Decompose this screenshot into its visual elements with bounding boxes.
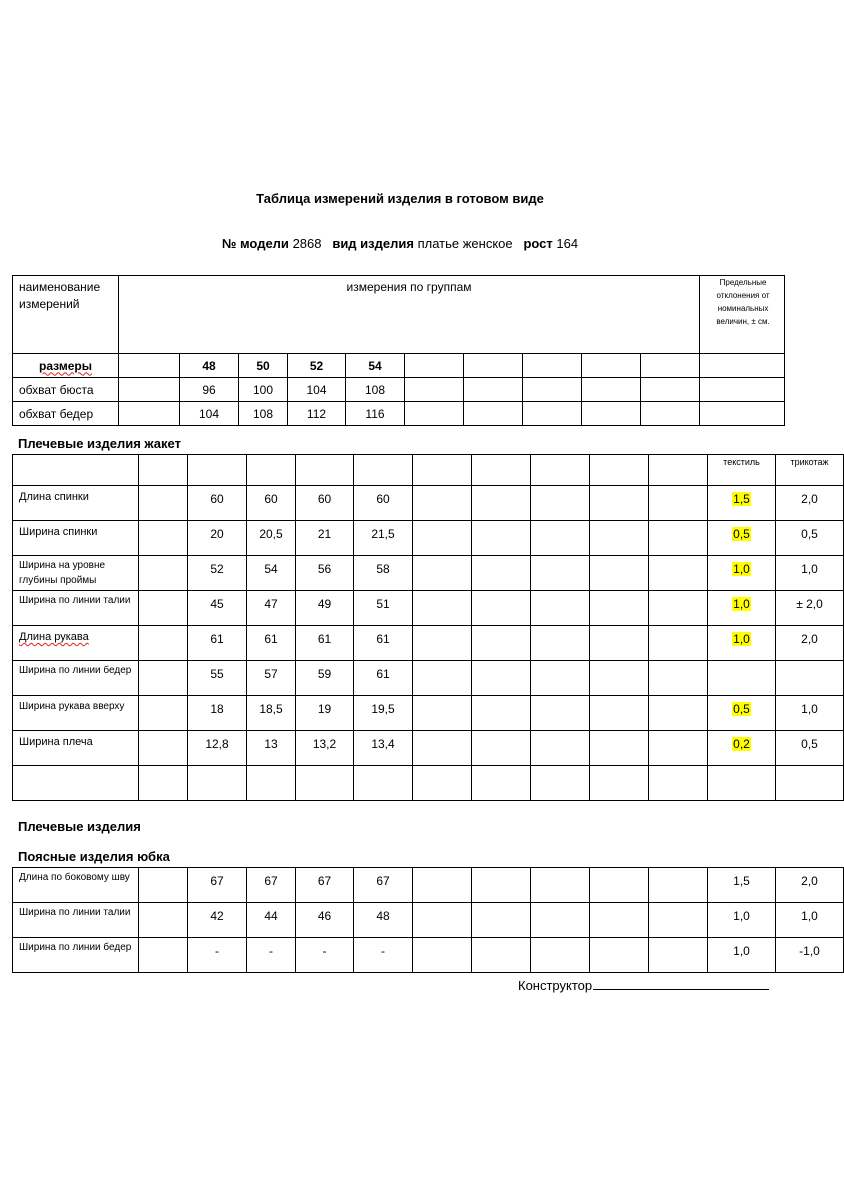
value-cell: 13	[247, 731, 296, 766]
value-cell: 60	[296, 486, 354, 521]
size-cell: 54	[346, 354, 405, 378]
textile-cell: 1,5	[708, 868, 776, 903]
textile-cell	[708, 731, 776, 766]
table-row	[13, 731, 844, 766]
table-row	[13, 868, 844, 903]
knit-cell: 1,0	[776, 903, 844, 938]
value-cell: 48	[354, 903, 413, 938]
table-row	[13, 903, 844, 938]
value-cell: 55	[188, 661, 247, 696]
row-label: обхват бедер	[13, 402, 119, 426]
value-cell: -	[354, 938, 413, 973]
value-cell: -	[188, 938, 247, 973]
row-label	[13, 626, 139, 661]
table-row	[13, 696, 844, 731]
value-cell: 112	[288, 402, 346, 426]
row-label-text: Длина рукава	[19, 631, 89, 643]
textile-cell	[708, 696, 776, 731]
value-cell: 67	[354, 868, 413, 903]
value-cell: 49	[296, 591, 354, 626]
row-label: Ширина по линии талии	[13, 903, 139, 938]
value-cell: 57	[247, 661, 296, 696]
row-label: Ширина по линии талии	[13, 591, 139, 626]
table-row	[13, 591, 844, 626]
row-label: Длина по боковому шву	[13, 868, 139, 903]
value-cell: 20	[188, 521, 247, 556]
knit-cell: 2,0	[776, 626, 844, 661]
value-cell: -	[247, 938, 296, 973]
table-row	[13, 938, 844, 973]
model-number-value: 2868	[292, 236, 322, 251]
value-cell: 19,5	[354, 696, 413, 731]
value-cell: 21,5	[354, 521, 413, 556]
value-cell: 12,8	[188, 731, 247, 766]
row-label: Ширина спинки	[13, 521, 139, 556]
value-cell: 60	[247, 486, 296, 521]
table-row	[13, 661, 844, 696]
textile-cell	[708, 591, 776, 626]
value-cell: 61	[354, 661, 413, 696]
document-title: Таблица измерений изделия в готовом виде	[256, 191, 544, 206]
sizes-label-text: размеры	[39, 358, 92, 373]
row-label: Ширина плеча	[13, 731, 139, 766]
value-cell: 100	[239, 378, 288, 402]
jacket-table	[12, 454, 844, 801]
value-cell: 59	[296, 661, 354, 696]
value-cell: 108	[346, 378, 405, 402]
textile-cell	[708, 521, 776, 556]
value-cell: 52	[188, 556, 247, 591]
value-cell: 96	[180, 378, 239, 402]
value-cell: 45	[188, 591, 247, 626]
value-cell: 54	[247, 556, 296, 591]
signature-label: Конструктор	[518, 978, 593, 993]
table-row	[13, 378, 785, 402]
textile-cell	[708, 661, 776, 696]
knit-cell: 1,0	[776, 696, 844, 731]
value-cell: 104	[288, 378, 346, 402]
value-cell: -	[296, 938, 354, 973]
value-cell: 61	[188, 626, 247, 661]
highlighted-value: 0,5	[733, 527, 750, 541]
value-cell: 116	[346, 402, 405, 426]
groups-column-header: измерения по группам	[119, 276, 700, 354]
value-cell: 47	[247, 591, 296, 626]
highlighted-value: 0,2	[733, 737, 750, 751]
product-type-label: вид изделия	[332, 236, 414, 251]
shoulder-section-title: Плечевые изделия	[18, 819, 141, 834]
value-cell: 104	[180, 402, 239, 426]
table-row	[13, 521, 844, 556]
value-cell: 60	[354, 486, 413, 521]
sizes-row-label	[13, 354, 119, 378]
jacket-section-title: Плечевые изделия жакет	[18, 436, 181, 451]
highlighted-value: 1,0	[733, 597, 750, 611]
product-type-value: платье женское	[417, 236, 513, 251]
knit-column-header: трикотаж	[776, 455, 844, 486]
value-cell: 19	[296, 696, 354, 731]
textile-cell: 1,0	[708, 903, 776, 938]
value-cell: 67	[188, 868, 247, 903]
row-label: Ширина по линии бедер	[13, 938, 139, 973]
value-cell: 42	[188, 903, 247, 938]
name-column-header: наименование измерений	[13, 276, 119, 354]
textile-column-header: текстиль	[708, 455, 776, 486]
knit-cell: 2,0	[776, 486, 844, 521]
skirt-table	[12, 867, 844, 973]
knit-cell	[776, 661, 844, 696]
value-cell: 13,2	[296, 731, 354, 766]
value-cell: 51	[354, 591, 413, 626]
value-cell: 18,5	[247, 696, 296, 731]
table-row	[13, 486, 844, 521]
signature-line	[518, 977, 769, 993]
value-cell: 46	[296, 903, 354, 938]
highlighted-value: 1,5	[733, 492, 750, 506]
table-row-empty	[13, 766, 844, 801]
textile-cell	[708, 626, 776, 661]
table-row	[13, 556, 844, 591]
signature-blank	[593, 977, 769, 990]
knit-cell: 0,5	[776, 731, 844, 766]
textile-cell	[708, 486, 776, 521]
highlighted-value: 1,0	[733, 562, 750, 576]
value-cell: 60	[188, 486, 247, 521]
value-cell: 44	[247, 903, 296, 938]
row-label: Ширина по линии бедер	[13, 661, 139, 696]
size-cell: 48	[180, 354, 239, 378]
value-cell: 61	[296, 626, 354, 661]
table-row	[13, 626, 844, 661]
highlighted-value: 0,5	[733, 702, 750, 716]
textile-cell: 1,0	[708, 938, 776, 973]
value-cell: 21	[296, 521, 354, 556]
value-cell: 67	[247, 868, 296, 903]
model-info-line	[0, 236, 800, 251]
textile-cell	[708, 556, 776, 591]
size-cell: 50	[239, 354, 288, 378]
knit-cell: -1,0	[776, 938, 844, 973]
size-cell: 52	[288, 354, 346, 378]
skirt-section-title: Поясные изделия юбка	[18, 849, 170, 864]
value-cell: 67	[296, 868, 354, 903]
table-row	[13, 402, 785, 426]
row-label: обхват бюста	[13, 378, 119, 402]
knit-cell: 0,5	[776, 521, 844, 556]
knit-cell: 2,0	[776, 868, 844, 903]
height-label: рост	[523, 236, 553, 251]
value-cell: 13,4	[354, 731, 413, 766]
value-cell: 56	[296, 556, 354, 591]
model-number-label: № модели	[221, 236, 289, 251]
knit-cell: 1,0	[776, 556, 844, 591]
highlighted-value: 1,0	[733, 632, 750, 646]
height-value: 164	[556, 236, 579, 251]
row-label: Длина спинки	[13, 486, 139, 521]
knit-cell: ± 2,0	[776, 591, 844, 626]
value-cell: 18	[188, 696, 247, 731]
row-label: Ширина на уровне глубины проймы	[13, 556, 139, 591]
value-cell: 108	[239, 402, 288, 426]
value-cell: 20,5	[247, 521, 296, 556]
value-cell: 61	[354, 626, 413, 661]
row-label: Ширина рукава вверху	[13, 696, 139, 731]
deviation-column-header: Предельные отклонения от номинальных величин, ± см.	[700, 276, 785, 354]
value-cell: 58	[354, 556, 413, 591]
main-measurements-table	[12, 275, 785, 426]
value-cell: 61	[247, 626, 296, 661]
